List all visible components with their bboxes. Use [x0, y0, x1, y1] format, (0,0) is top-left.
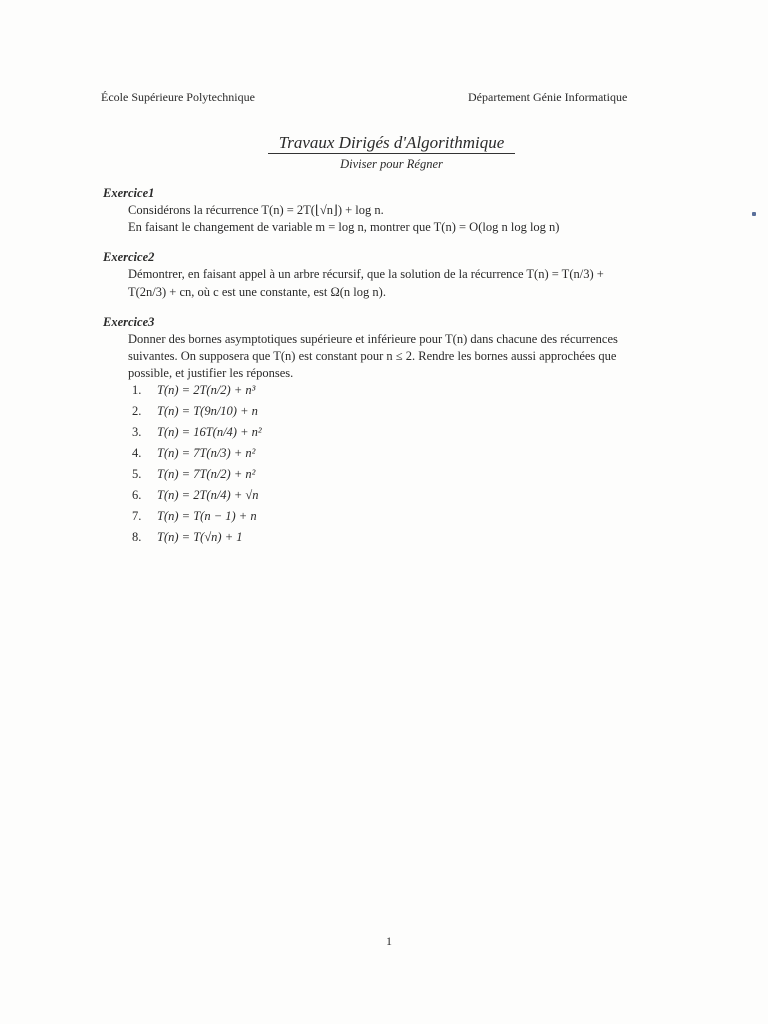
- exercise-2-line-2: T(2n/3) + cn, où c est une constante, est Ω(n log n).: [128, 285, 386, 299]
- item-equation: T(n) = 16T(n/4) + n²: [157, 425, 262, 439]
- item-equation: T(n) = 2T(n/4) + √n: [157, 488, 259, 502]
- item-number: 2.: [132, 404, 142, 418]
- exercise-1-title: Exercice1: [103, 186, 155, 200]
- item-equation: T(n) = 7T(n/3) + n²: [157, 446, 256, 460]
- item-number: 8.: [132, 530, 142, 544]
- item-equation: T(n) = 7T(n/2) + n²: [157, 467, 256, 481]
- exercise-3-line-2: suivantes. On supposera que T(n) est constant pour n ≤ 2. Rendre les bornes aussi approchées que: [128, 349, 617, 363]
- item-equation: T(n) = T(9n/10) + n: [157, 404, 258, 418]
- item-equation: T(n) = 2T(n/2) + n³: [157, 383, 256, 397]
- department-name: Département Génie Informatique: [468, 90, 628, 104]
- exercise-1-line-2: En faisant le changement de variable m = log n, montrer que T(n) = O(log n log log n): [128, 220, 560, 234]
- exercise-3-title: Exercice3: [103, 315, 155, 329]
- exercise-3-line-1: Donner des bornes asymptotiques supérieure et inférieure pour T(n) dans chacune des récurrences: [128, 332, 618, 346]
- item-number: 7.: [132, 509, 142, 523]
- item-number: 6.: [132, 488, 142, 502]
- item-number: 3.: [132, 425, 142, 439]
- exercise-1-line-1: Considérons la récurrence T(n) = 2T(⌊√n⌋) + log n.: [128, 203, 384, 217]
- exercise-3-line-3: possible, et justifier les réponses.: [128, 366, 294, 380]
- exercise-2-title: Exercice2: [103, 250, 155, 264]
- scan-artifact: [752, 212, 756, 216]
- page-number: 1: [386, 934, 392, 948]
- exercise-2-line-1: Démontrer, en faisant appel à un arbre récursif, que la solution de la récurrence T(n) = T(n/3) +: [128, 267, 604, 281]
- item-equation: T(n) = T(√n) + 1: [157, 530, 243, 544]
- item-equation: T(n) = T(n − 1) + n: [157, 509, 257, 523]
- page-subtitle: Diviser pour Régner: [340, 157, 443, 171]
- exercise-3-list-anchor: [0, 383, 768, 384]
- item-number: 4.: [132, 446, 142, 460]
- page-title: Travaux Dirigés d'Algorithmique: [268, 134, 515, 154]
- item-number: 5.: [132, 467, 142, 481]
- school-name: École Supérieure Polytechnique: [101, 90, 255, 104]
- item-number: 1.: [132, 383, 142, 397]
